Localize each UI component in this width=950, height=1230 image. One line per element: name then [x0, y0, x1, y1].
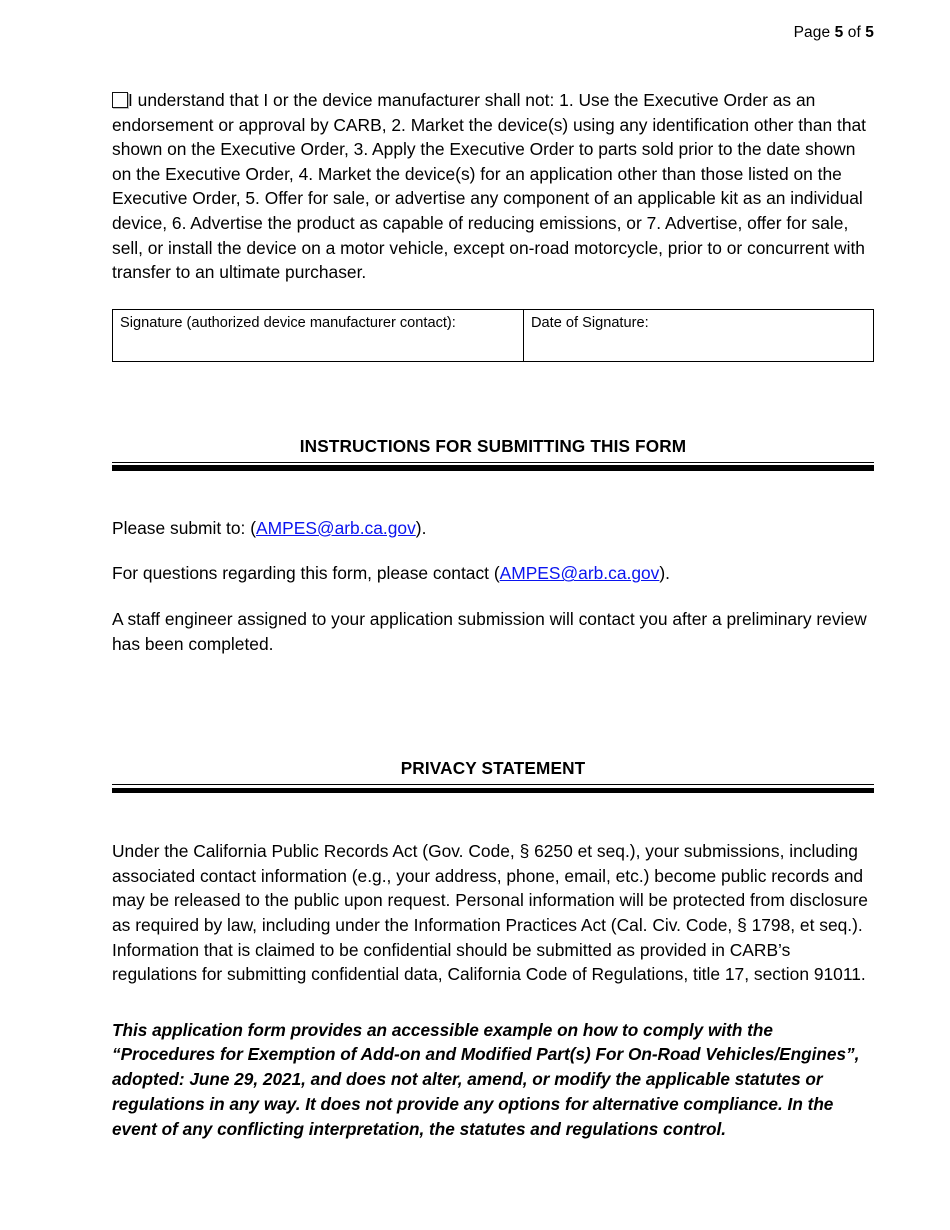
submit-instruction-paragraph [112, 516, 874, 541]
table-row [113, 309, 874, 361]
date-of-signature-label: Date of Signature: [531, 314, 649, 331]
signature-table [112, 309, 874, 362]
privacy-body-paragraph: Under the California Public Records Act (Gov. Code, § 6250 et seq.), your submissions, including associated contact information (e.g., your address, phone, email, etc.) become public records and may be released to the public upon request. Personal information will be protected from disclosure as required by law, including under the Information Practices Act (Cal. Civ. Code, § 1798, et seq.). Information that is claimed to be confidential should be submitted as provided in CARB’s regulations for submitting confidential data, California Code of Regulations, title 17, section 91011. [112, 841, 868, 985]
staff-engineer-paragraph: A staff engineer assigned to your application submission will contact you after a preliminary review has been completed. [112, 608, 867, 654]
acknowledgement-checkbox[interactable] [112, 92, 128, 108]
date-of-signature-cell[interactable] [524, 309, 874, 361]
questions-suffix-text: ). [659, 563, 670, 584]
instructions-heading-rule [112, 462, 874, 469]
instructions-heading: INSTRUCTIONS FOR SUBMITTING THIS FORM [299, 435, 687, 456]
submit-email-link[interactable]: AMPES@arb.ca.gov [256, 517, 416, 538]
questions-email-link[interactable]: AMPES@arb.ca.gov [499, 563, 660, 584]
questions-instruction-paragraph [112, 561, 874, 586]
page-label-middle: of [843, 24, 866, 41]
page-label-prefix: Page [793, 24, 835, 41]
privacy-disclaimer-paragraph: This application form provides an accessible example on how to comply with the “Procedures for Exemption of Add-on and Modified Part(s) For On-Road Vehicles/Engines”, adopted: June 29, 2021, and does not alter, amend, or modify the applicable statutes or regulations in any way. It does not provide any options for alternative compliance. In the event of any conflicting interpretation, the statutes and regulations control. [112, 1019, 860, 1139]
submit-prefix-text: Please submit to: ( [112, 517, 257, 538]
total-page-number: 5 [865, 24, 874, 41]
acknowledgement-text: I understand that I or the device manufacturer shall not: 1. Use the Executive Order as an endorsement or approval by CARB, 2. Market the device(s) using any identification other than that shown on the Executive Order, 3. Apply the Executive Order to parts sold prior to the date shown on the Executive Order, 4. Market the device(s) for an application other than those listed on the Executive Order, 5. Offer for sale, or advertise any component of an applicable kit as an individual device, 6. Advertise the product as capable of reducing emissions, or 7. Advertise, offer for sale, sell, or install the device on a motor vehicle, except on-road motorcycle, prior to or concurrent with transfer to an ultimate purchaser. [112, 90, 866, 283]
signature-cell[interactable] [113, 309, 524, 361]
submit-suffix-text: ). [415, 517, 427, 538]
privacy-heading-rule [112, 784, 874, 791]
acknowledgement-paragraph [112, 88, 874, 285]
document-content [112, 0, 874, 1142]
current-page-number: 5 [834, 24, 844, 41]
signature-label: Signature (authorized device manufacturer contact): [120, 314, 456, 331]
questions-prefix-text: For questions regarding this form, please contact ( [112, 563, 500, 584]
privacy-heading: PRIVACY STATEMENT [400, 758, 586, 779]
